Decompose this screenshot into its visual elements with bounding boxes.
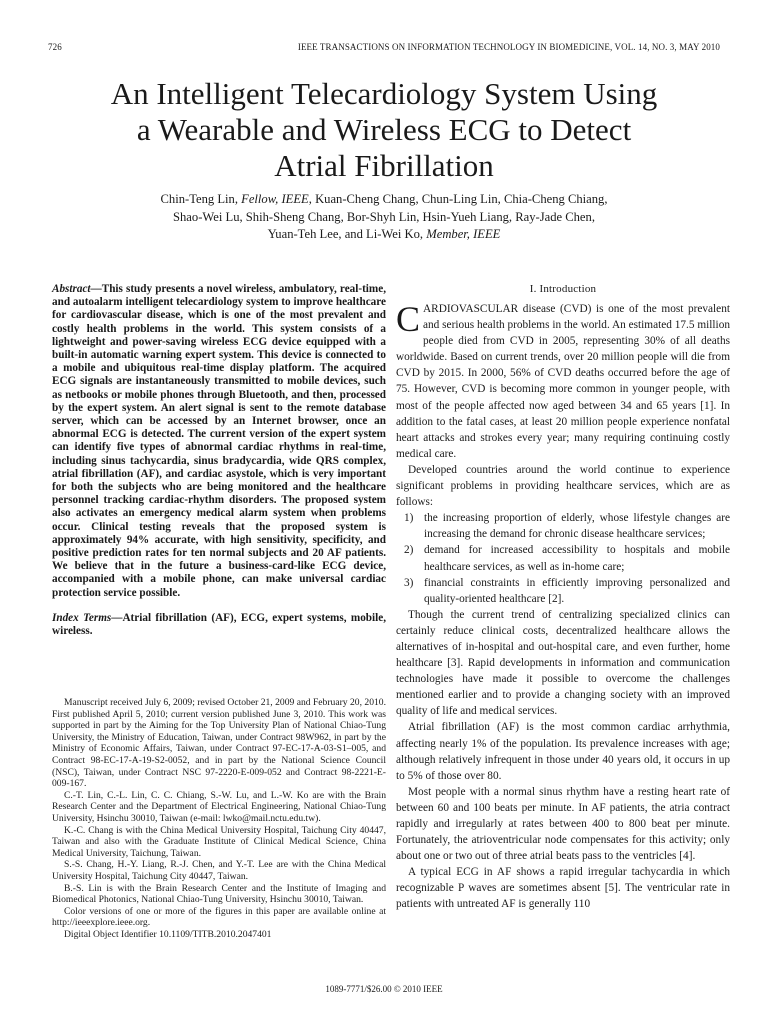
copyright-footer: 1089-7771/$26.00 © 2010 IEEE xyxy=(325,984,443,994)
title-line-3: Atrial Fibrillation xyxy=(274,148,494,183)
member-title: Member, IEEE xyxy=(426,227,501,241)
footnote: Color versions of one or more of the figures in this paper are available online at http://ieeexplore.ieee.org. xyxy=(52,905,386,929)
intro-paragraph-6: A typical ECG in AF shows a rapid irregular tachycardia in which recognizable P waves are sometimes absent [5]. The ventricular rate in patients with untreated AF is generally 110 xyxy=(396,866,730,911)
title-line-1: An Intelligent Telecardiology System Using xyxy=(110,76,658,111)
intro-paragraph-1: CARDIOVASCULAR disease (CVD) is one of the most prevalent and serious health problems in the world. An estimated 17.5 million people died from CVD in 2005, representing 30% of all deaths worldwide. Based on current trends, over 20 million people will die from CVD by 2015. In 2000, 56% of CVD deaths occurred before the age of 75. However, CVD is becoming more common in younger people, with most of the people affected now aged between 34 and 65 years [1]. In addition to the fatal cases, at least 20 million people experience nonfatal heart attacks and strokes every year; many requiring continuing costly medical care. xyxy=(396,299,730,460)
left-column xyxy=(52,283,386,638)
footnote: B.-S. Lin is with the Brain Research Center and the Institute of Imaging and Biomedical Photonics, National Chiao-Tung University, Hsinchu 30010, Taiwan. xyxy=(52,882,386,906)
footnote: Manuscript received July 6, 2009; revised October 21, 2009 and February 20, 2010. First published April 5, 2010; current version published June 3, 2010. This work was supported in part by the Aiming for the Top University Plan of National Chiao-Tung University, the Ministry of Education, Taiwan, under Contract 98W962, in part by the Ministry of Economic Affairs, Taiwan, under Contract 97-EC-17-A-03-S1–005, and Contract 98-EC-17-A-19-S2-0052, and in part by the National Science Council (NSC), Taiwan, under Contract NSC 97-2220-E-009-052 and Contract 98-2221-E-009-167. xyxy=(52,697,386,790)
journal-name: IEEE TRANSACTIONS ON INFORMATION TECHNOLOGY IN BIOMEDICINE, VOL. 14, NO. 3, MAY 2010 xyxy=(297,42,720,52)
footnote: C.-T. Lin, C.-L. Lin, C. C. Chiang, S.-W. Lu, and L.-W. Ko are with the Brain Research Center and the Department of Electrical Engineering, National Chiao-Tung University, Hsinchu 30010, Taiwan (e-mail: lwko@mail.nctu.edu.tw). xyxy=(52,789,386,824)
page-number: 726 xyxy=(48,42,62,52)
drop-cap: C xyxy=(396,299,421,339)
intro-paragraph-5: Most people with a normal sinus rhythm have a resting heart rate of between 60 and 100 beats per minute. In AF patients, the atria contract rapidly and irregularly at rates between 400 to 800 beat per minute. Fortunately, the atrioventricular node compensates for this activity; only about one or two out of three atrial beats pass to the ventricles [4]. xyxy=(396,785,730,863)
index-terms xyxy=(52,612,386,638)
abstract-text: —This study presents a novel wireless, ambulatory, real-time, and autoalarm intelligent telecardiology system to improve healthcare for cardiovascular disease, which is one of the most prevalent and costly health problems in the world. This system consists of a lightweight and power-saving wireless ECG device equipped with a built-in automatic warning expert system. This device is connected to a mobile and ubiquitous real-time display platform. The acquired ECG signals are instantaneously transmitted to mobile devices, such as netbooks or mobile phones through Bluetooth, and then, processed by the expert system. An alert signal is sent to the remote database server, which can be accessed by an Internet browser, once an abnormal ECG is detected. The current version of the expert system can identify five types of abnormal cardiac rhythms in real-time, including sinus tachycardia, sinus bradycardia, wide QRS complex, atrial fibrillation (AF), and cardiac asystole, which is very important for both the subjects who are being monitored and the healthcare personnel tracking cardiac-rhythm disorders. The proposed system also activates an emergency medical alarm system when problems occur. Clinical testing reveals that the proposed system is approximately 94% accurate, with high sensitivity, specificity, and positive prediction rates for ten normal subjects and 20 AF patients. We believe that in the future a business-card-like ECG device, accompanied with a mobile phone, can make universal cardiac protection service possible. xyxy=(52,283,386,599)
index-terms-label: Index Terms xyxy=(52,611,112,624)
challenges-list xyxy=(396,510,730,607)
abstract-label: Abstract xyxy=(52,283,91,295)
paper-title xyxy=(40,76,728,184)
author-line-1: Chin-Teng Lin, Fellow, IEEE, Kuan-Cheng Chang, Chun-Ling Lin, Chia-Cheng Chiang, xyxy=(160,192,608,206)
list-item: 1) the increasing proportion of elderly, whose lifestyle changes are increasing the demand for chronic disease healthcare services; xyxy=(404,512,730,541)
fellow-title: Fellow, IEEE xyxy=(241,192,309,206)
footnote: S.-S. Chang, H.-Y. Liang, R.-J. Chen, and Y.-T. Lee are with the China Medical University Hospital, Taichung City 40447, Taiwan. xyxy=(52,859,386,882)
abstract xyxy=(52,283,386,600)
footnotes xyxy=(52,697,386,940)
footnote: Digital Object Identifier 10.1109/TITB.2010.2047401 xyxy=(64,928,272,940)
footnote: K.-C. Chang is with the China Medical University Hospital, Taichung City 40447, Taiwan and also with the Graduate Institute of Clinical Medical Science, China Medical University, Taichung, Taiwan. xyxy=(52,824,386,859)
author-line-3: Yuan-Teh Lee, and Li-Wei Ko, Member, IEEE xyxy=(267,227,501,241)
title-line-2: a Wearable and Wireless ECG to Detect xyxy=(136,112,632,147)
index-terms-text: —Atrial fibrillation (AF), ECG, expert systems, mobile, wireless. xyxy=(52,611,386,638)
intro-paragraph-4: Atrial fibrillation (AF) is the most common cardiac arrhythmia, affecting nearly 1% of the population. Its prevalence increases with age; although relatively infrequent in those under 40 years old, it occurs in up to 5% of those over 80. xyxy=(396,721,730,782)
intro-paragraph-3: Though the current trend of centralizing specialized clinics can certainly reduce clinical costs, decentralized healthcare allows the alternatives of in-hospital and out-hospital care, and even further, home healthcare [3]. Rapid developments in information and communication technologies have made it possible to overcome the challenges mentioned earlier and to provide a changing society with an improved quality of life and medical services. xyxy=(396,608,730,718)
right-column xyxy=(396,283,730,913)
author-list xyxy=(48,191,720,244)
list-item: 3) financial constraints in efficiently improving personalized and quality-oriented healthcare [2]. xyxy=(404,576,730,605)
author-line-2: Shao-Wei Lu, Shih-Sheng Chang, Bor-Shyh Lin, Hsin-Yueh Liang, Ray-Jade Chen, xyxy=(173,209,595,224)
intro-paragraph-2: Developed countries around the world continue to experience significant problems in providing healthcare services, which are as follows: xyxy=(396,463,730,509)
section-heading: I. Introduction xyxy=(529,283,597,295)
list-item: 2) demand for increased accessibility to hospitals and mobile healthcare services, as well as in-home care; xyxy=(404,544,730,573)
running-header xyxy=(48,42,720,56)
